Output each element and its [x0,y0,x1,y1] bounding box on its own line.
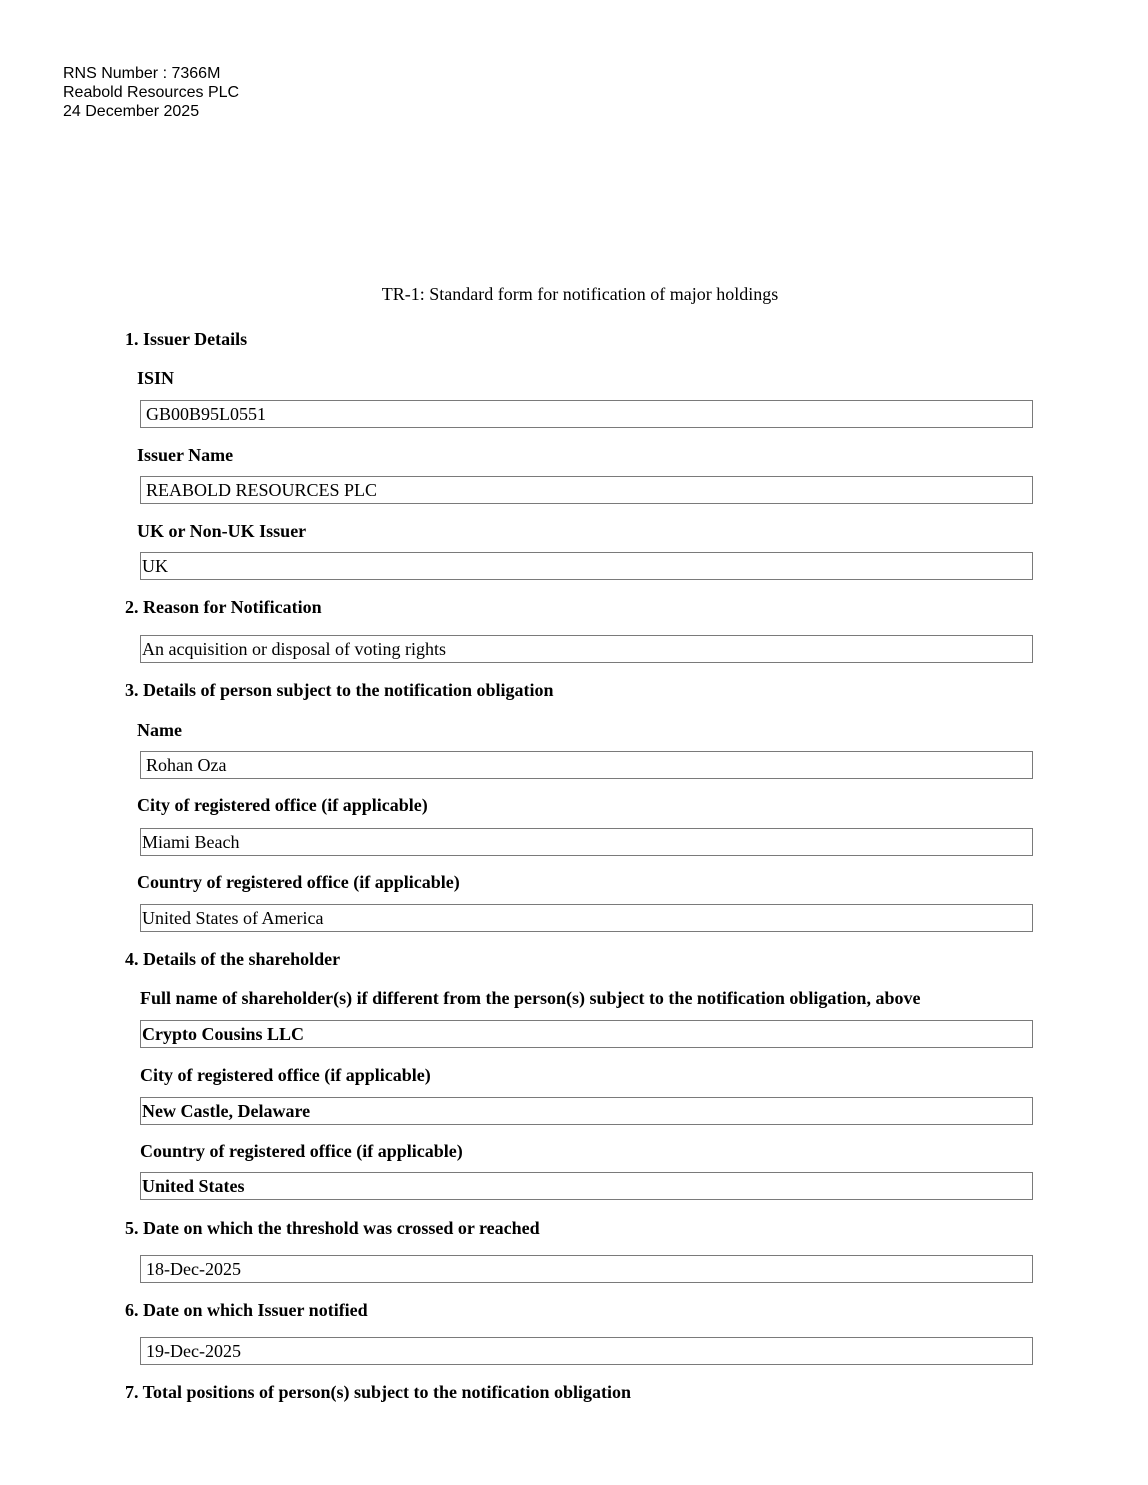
issuer-notified-date-field[interactable]: 19-Dec-2025 [140,1337,1033,1365]
issuer-name-label: Issuer Name [137,445,234,465]
person-country-field[interactable]: United States of America [140,904,1033,932]
shareholder-fullname-field[interactable]: Crypto Cousins LLC [140,1020,1033,1048]
issuer-name-field[interactable]: REABOLD RESOURCES PLC [140,476,1033,504]
shareholder-city-field[interactable]: New Castle, Delaware [140,1097,1033,1125]
announcement-date: 24 December 2025 [63,103,200,120]
form-title: TR-1: Standard form for notification of major holdings [381,284,779,304]
section-issuer-notified-heading: 6. Date on which Issuer notified [125,1300,368,1320]
shareholder-country-field[interactable]: United States [140,1172,1033,1200]
section-issuer-details-heading: 1. Issuer Details [125,329,248,349]
announcement-header [63,64,239,121]
person-city-field[interactable]: Miami Beach [140,828,1033,856]
uk-issuer-label: UK or Non-UK Issuer [137,521,307,541]
rns-number: RNS Number : 7366M [63,65,221,82]
company-name: Reabold Resources PLC [63,84,240,101]
shareholder-city-label: City of registered office (if applicable) [140,1065,431,1085]
person-name-label: Name [137,720,182,740]
isin-field[interactable]: GB00B95L0551 [140,400,1033,428]
isin-label: ISIN [137,368,175,388]
shareholder-country-label: Country of registered office (if applicable) [140,1141,463,1161]
threshold-date-field[interactable]: 18-Dec-2025 [140,1255,1033,1283]
section-shareholder-heading: 4. Details of the shareholder [125,949,341,969]
uk-issuer-field[interactable]: UK [140,552,1033,580]
reason-field[interactable]: An acquisition or disposal of voting rights [140,635,1033,663]
person-city-label: City of registered office (if applicable) [137,795,428,815]
person-name-field[interactable]: Rohan Oza [140,751,1033,779]
section-reason-heading: 2. Reason for Notification [125,597,322,617]
person-country-label: Country of registered office (if applicable) [137,872,460,892]
section-threshold-date-heading: 5. Date on which the threshold was crossed or reached [125,1218,540,1238]
section-total-positions-heading: 7. Total positions of person(s) subject to the notification obligation [125,1382,632,1402]
shareholder-fullname-label: Full name of shareholder(s) if different from the person(s) subject to the notification obligation, above [140,988,921,1008]
section-person-heading: 3. Details of person subject to the notification obligation [125,680,554,700]
